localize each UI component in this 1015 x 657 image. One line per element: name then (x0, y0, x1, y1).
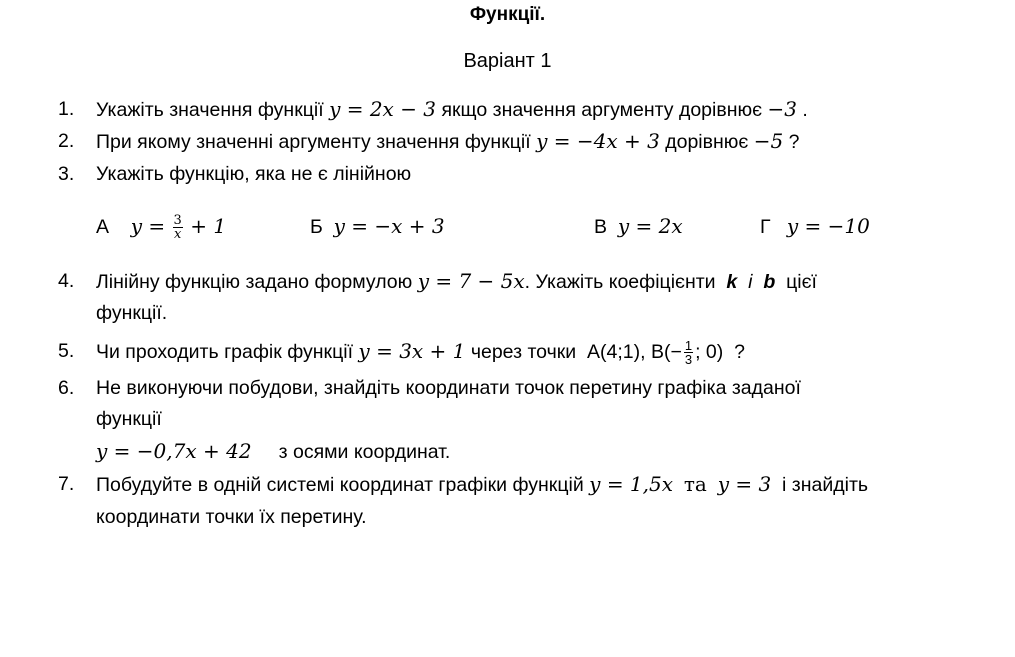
task-5 (96, 338, 985, 366)
task-5-point-a: А(4;1), В(− (587, 341, 682, 363)
task-2-value: −5 (753, 129, 784, 153)
task-4-k: k (726, 271, 738, 293)
task-1 (96, 96, 985, 123)
task-4-text-a: Лінійну функцію задано формулою (96, 271, 413, 293)
task-2-number: 2. (58, 130, 75, 152)
task-4-number: 4. (58, 270, 75, 292)
option-d-letter: Г (760, 216, 771, 238)
task-5-point-b: ; 0) (695, 341, 724, 363)
task-6-formula: y = −0,7x + 42 (96, 439, 252, 463)
task-4-text-c: цієї (786, 271, 817, 293)
task-5-end: ? (734, 341, 745, 363)
variant-heading: Варіант 1 (463, 50, 552, 72)
task-5-text-b: через точки (470, 341, 577, 363)
task-4 (96, 268, 985, 295)
task-7-formula-1: y = 1,5x (589, 472, 674, 496)
task-6-text: з осями координат. (278, 441, 451, 463)
task-5-number: 5. (58, 340, 75, 362)
task-2-end: ? (788, 131, 800, 153)
task-5-formula: y = 3x + 1 (358, 339, 466, 363)
task-2-text-b: дорівнює (665, 131, 749, 153)
task-4-line-2: функції. (96, 302, 168, 324)
option-a-numerator: 3 (173, 213, 182, 229)
task-3-option-c (594, 206, 683, 247)
option-c-formula: y = 2x (617, 214, 683, 238)
task-2-formula: y = −4x + 3 (536, 129, 660, 153)
task-7-formula-2: y = 3 (717, 472, 772, 496)
option-a-denominator: x (174, 227, 182, 243)
task-5-fraction (684, 339, 693, 366)
option-a-formula-right: + 1 (190, 214, 227, 238)
task-3-option-d (760, 206, 870, 247)
task-4-text-b: . Укажіть коефіцієнти (524, 271, 716, 293)
task-7-text-a: Побудуйте в одній системі координат графіки функцій (96, 474, 584, 496)
task-4-formula: y = 7 − 5x (417, 269, 525, 293)
task-5-fraction-num: 1 (684, 338, 693, 354)
task-7 (96, 471, 985, 498)
task-5-fraction-den: 3 (684, 352, 693, 368)
option-a-fraction (173, 214, 183, 241)
task-6-line-1: Не виконуючи побудови, знайдіть координати точок перетину графіка заданої (96, 377, 801, 399)
task-2 (96, 128, 985, 155)
option-b-formula: y = −x + 3 (333, 214, 445, 238)
page-title: Функції. (469, 4, 546, 25)
task-5-text-a: Чи проходить графік функції (96, 341, 353, 363)
task-7-text-b: і знайдіть (782, 474, 869, 496)
task-1-number: 1. (58, 98, 75, 120)
task-6-line-2: функції (96, 408, 162, 430)
task-1-text-b: якщо значення аргументу дорівнює (441, 99, 763, 121)
task-6-number: 6. (58, 377, 75, 399)
task-7-number: 7. (58, 473, 75, 495)
option-a-letter: А (96, 216, 110, 238)
task-1-text-a: Укажіть значення функції (96, 99, 324, 121)
option-a-formula-left: y = (130, 214, 166, 238)
task-7-line-2: координати точки їх перетину. (96, 506, 367, 528)
option-d-formula: y = −10 (786, 214, 870, 238)
task-6-line-3 (96, 438, 985, 465)
task-4-b: b (763, 271, 776, 293)
option-b-letter: Б (310, 216, 323, 238)
task-1-value: −3 (767, 97, 797, 121)
task-3-number: 3. (58, 163, 75, 185)
task-1-end: . (802, 99, 808, 121)
task-1-formula: y = 2x − 3 (329, 97, 437, 121)
option-c-letter: В (594, 216, 608, 238)
task-3-text: Укажіть функцію, яка не є лінійною (96, 163, 412, 185)
task-2-text-a: При якому значенні аргументу значення функції (96, 131, 531, 153)
task-3-option-a (96, 206, 226, 247)
task-7-ta: та (683, 472, 707, 496)
task-4-i: і (748, 271, 753, 293)
task-3-option-b (310, 206, 445, 247)
